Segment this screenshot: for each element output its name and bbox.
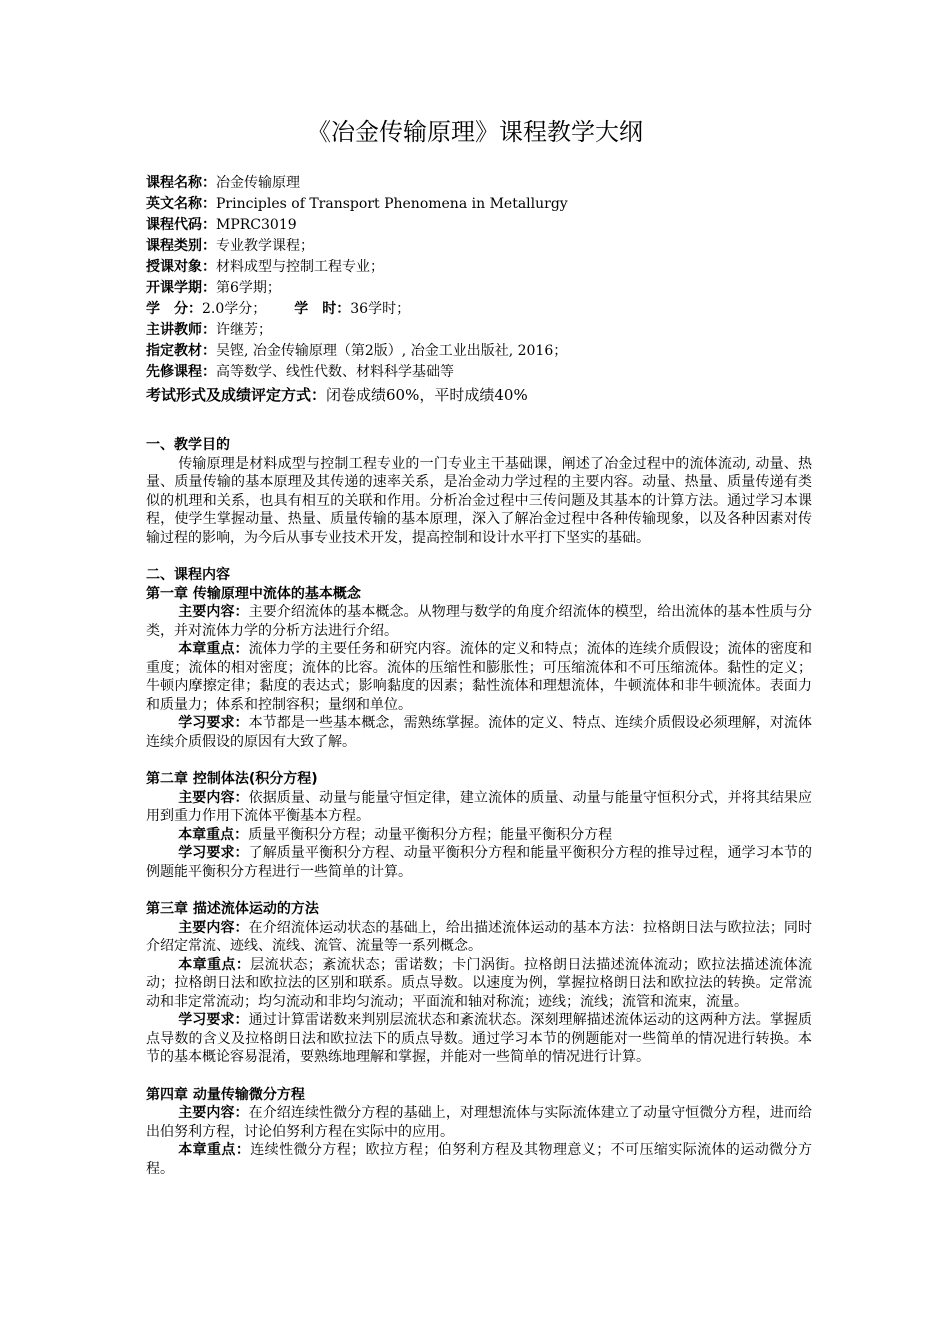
item-text: 了解质量平衡积分方程、动量平衡积分方程和能量平衡积分方程的推导过程，通学习本节的例题能平衡积分方程进行一些简单的计算。	[146, 845, 813, 880]
chapter-item	[146, 1011, 812, 1067]
item-label: 本章重点：	[178, 956, 251, 973]
chapter-item	[146, 956, 812, 1012]
info-row-instructor	[146, 320, 826, 341]
course-info	[146, 173, 826, 407]
item-text: 层流状态；紊流状态；雷诺数；卡门涡街。拉格朗日法描述流体流动；欧拉法描述流体流动；拉格朗日法和欧拉法的区别和联系。质点导数。以速度为例，掌握拉格朗日法和欧拉法的转换。定常流动和非定常流动；均匀流动和非均匀流动；平面流和轴对称流；迹线；流线；流管和流束，流量。	[146, 956, 813, 1010]
info-label: 英文名称：	[146, 196, 216, 212]
item-label: 本章重点：	[178, 1142, 251, 1158]
info-row-course-name	[146, 173, 826, 194]
document-title: 《冶金传输原理》课程教学大纲	[307, 118, 643, 146]
item-text: 连续性微分方程；欧拉方程；伯努利方程及其物理意义；不可压缩实际流体的运动微分方程。	[146, 1142, 813, 1177]
section-heading: 二、课程内容	[146, 567, 230, 583]
chapter-title: 第二章 控制体法(积分方程)	[146, 771, 318, 787]
chapter-title: 第一章 传输原理中流体的基本概念	[146, 585, 361, 602]
info-label: 主讲教师：	[146, 322, 216, 338]
info-value: Principles of Transport Phenomena in Metallurgy	[216, 196, 568, 212]
info-label: 指定教材：	[146, 343, 216, 359]
document-body	[146, 436, 812, 1178]
info-label: 考试形式及成绩评定方式：	[146, 386, 327, 404]
info-row-semester	[146, 278, 826, 299]
chapter-item	[146, 714, 812, 751]
item-label: 学习要求：	[178, 845, 249, 861]
info-value: 冶金传输原理	[216, 175, 300, 191]
item-label: 主要内容：	[178, 604, 249, 620]
item-label: 本章重点：	[178, 826, 249, 843]
chapter-item	[146, 1104, 812, 1141]
section-heading: 一、教学目的	[146, 437, 230, 453]
info-value: 专业教学课程；	[216, 238, 314, 254]
info-label: 授课对象：	[146, 259, 216, 275]
info-row-course-type	[146, 236, 826, 257]
item-text: 流体力学的主要任务和研究内容。流体的定义和特点；流体的连续介质假设；流体的密度和重度；流体的相对密度；流体的比容。流体的压缩性和膨胀性；可压缩流体和不可压缩流体。黏性的定义；牛顿内摩擦定律；黏度的表达式；影响黏度的因素；黏性流体和理想流体，牛顿流体和非牛顿流体。表面力和质量力；体系和控制容积；量纲和单位。	[146, 641, 813, 713]
info-row-audience	[146, 257, 826, 278]
chapter-item	[146, 844, 812, 881]
info-value: 闭卷成绩60%，平时成绩40%	[326, 386, 528, 404]
chapter-item	[146, 603, 812, 640]
section-paragraph: 传输原理是材料成型与控制工程专业的一门专业主干基础课，阐述了冶金过程中的流体流动, 动量、热量、质量传输的基本原理及其传递的速率关系，是冶金动力学过程的主要内容。动量、热量、质量传递有类似的机理和关系，也具有相互的关联和作用。分析冶金过程中三传问题及其基本的计算方法。通过学习本课程，使学生掌握动量、热量、质量传输的基本原理，深入了解冶金过程中各种传输现象，以及各种因素对传输过程的影响，为今后从事专业技术开发，提高控制和设计水平打下坚实的基础。	[146, 455, 812, 546]
info-label: 开课学期：	[146, 280, 216, 296]
chapter-item	[146, 1141, 812, 1178]
item-text: 质量平衡积分方程；动量平衡积分方程；能量平衡积分方程	[248, 826, 613, 843]
info-label: 先修课程：	[146, 364, 216, 380]
item-label: 学习要求：	[178, 1012, 249, 1028]
chapter-item	[146, 640, 812, 714]
info-value: 36学时；	[350, 301, 411, 317]
info-label: 课程类别：	[146, 238, 216, 254]
info-row-course-code	[146, 215, 826, 236]
info-value: 2.0学分；	[202, 301, 267, 317]
chapter-item	[146, 919, 812, 956]
item-label: 主要内容：	[178, 789, 249, 806]
info-label: 课程代码：	[146, 217, 216, 233]
info-value: 高等数学、线性代数、材料科学基础等	[216, 364, 454, 380]
info-value: 许继芳；	[216, 322, 272, 338]
item-label: 主要内容：	[178, 1105, 249, 1121]
info-row-textbook	[146, 341, 826, 362]
info-value: 第6学期；	[216, 280, 281, 296]
info-label: 课程名称：	[146, 175, 216, 191]
item-text: 依据质量、动量与能量守恒定律，建立流体的质量、动量与能量守恒积分式，并将其结果应用到重力作用下流体平衡基本方程。	[146, 789, 813, 824]
chapter-title: 第四章 动量传输微分方程	[146, 1086, 305, 1103]
info-row-english-name	[146, 194, 826, 215]
item-text: 通过计算雷诺数来判别层流状态和紊流状态。深刻理解描述流体运动的这两种方法。掌握质点导数的含义及拉格朗日法和欧拉法下的质点导数。通过学习本节的例题能对一些简单的情况进行转换。本节的基本概论容易混淆，要熟练地理解和掌握，并能对一些简单的情况进行计算。	[146, 1012, 813, 1065]
info-label: 学 时：	[294, 301, 351, 317]
info-value: 材料成型与控制工程专业；	[216, 259, 384, 275]
chapter-title: 第三章 描述流体运动的方法	[146, 901, 319, 917]
chapter-item	[146, 826, 812, 845]
item-text: 主要介绍流体的基本概念。从物理与数学的角度介绍流体的模型，给出流体的基本性质与分类，并对流体力学的分析方法进行介绍。	[146, 604, 813, 639]
info-row-credits-hours	[146, 299, 826, 320]
info-label: 学 分：	[146, 301, 202, 317]
item-label: 学习要求：	[178, 715, 249, 731]
chapter-item	[146, 789, 812, 826]
item-label: 主要内容：	[178, 919, 249, 936]
item-text: 在介绍连续性微分方程的基础上，对理想流体与实际流体建立了动量守恒微分方程，进而给出伯努利方程，讨论伯努利方程在实际中的应用。	[146, 1105, 813, 1140]
info-value: 吴铿, 冶金传输原理（第2版）, 冶金工业出版社, 2016；	[216, 343, 568, 359]
item-text: 在介绍流体运动状态的基础上，给出描述流体运动的基本方法：拉格朗日法与欧拉法；同时介绍定常流、迹线、流线、流管、流量等一系列概念。	[146, 919, 813, 954]
info-row-prerequisites	[146, 362, 826, 383]
info-row-assessment	[146, 383, 826, 407]
info-value: MPRC3019	[216, 217, 297, 233]
item-label: 本章重点：	[178, 641, 249, 657]
item-text: 本节都是一些基本概念，需熟练掌握。流体的定义、特点、连续介质假设必须理解，对流体连续介质假设的原因有大致了解。	[146, 715, 813, 750]
